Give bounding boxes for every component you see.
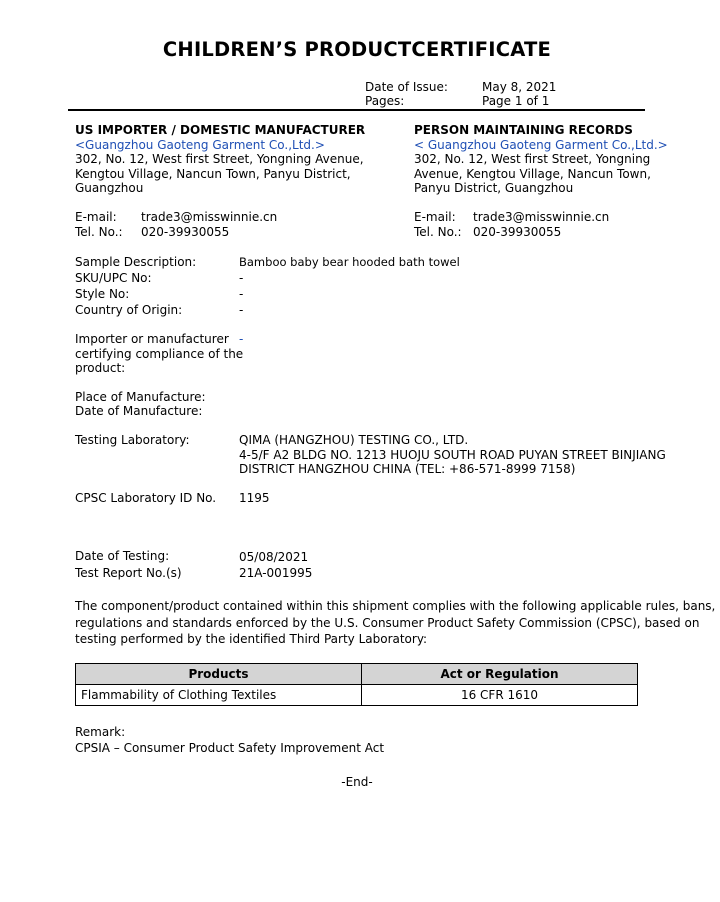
certifier-label-line: certifying compliance of the: [75, 346, 244, 361]
importer-address-line: 302, No. 12, West first Street, Yongning Avenue,: [75, 152, 364, 167]
style-value: -: [239, 287, 244, 301]
records-tel-label: Tel. No.:: [414, 225, 462, 239]
country-of-origin-value: -: [239, 303, 244, 317]
records-address-line: Panyu District, Guangzhou: [414, 181, 574, 196]
cpsc-lab-id-value: 1195: [239, 491, 270, 505]
sku-label: SKU/UPC No:: [75, 271, 152, 285]
place-of-manufacture-label: Place of Manufacture:: [75, 390, 206, 404]
records-email: trade3@misswinnie.cn: [473, 210, 610, 224]
records-tel: 020-39930055: [473, 225, 562, 239]
sample-description-label: Sample Description:: [75, 255, 197, 269]
importer-address-line: Guangzhou: [75, 181, 144, 196]
pages-label: Pages:: [365, 94, 405, 108]
lab-address-line: 4-5/F A2 BLDG NO. 1213 HUOJU SOUTH ROAD PUYAN STREET BINJIANG: [239, 447, 666, 462]
end-marker: -End-: [341, 775, 373, 789]
date-of-issue-label: Date of Issue:: [365, 80, 448, 94]
statement-line: The component/product contained within this shipment complies with the following applicable rules, bans,: [75, 599, 716, 613]
remark-text: CPSIA – Consumer Product Safety Improvement Act: [75, 741, 385, 755]
importer-email-label: E-mail:: [75, 210, 117, 224]
column-header-act: Act or Regulation: [362, 664, 638, 685]
importer-tel-label: Tel. No.:: [75, 225, 123, 239]
importer-block: [75, 123, 365, 196]
importer-email: trade3@misswinnie.cn: [141, 210, 278, 224]
records-email-label: E-mail:: [414, 210, 456, 224]
cpsc-lab-id-label: CPSC Laboratory ID No.: [75, 491, 217, 505]
date-of-manufacture-label: Date of Manufacture:: [75, 404, 203, 418]
testing-laboratory-value: [239, 433, 666, 477]
column-header-products: Products: [76, 664, 362, 685]
test-report-label: Test Report No.(s): [75, 566, 182, 580]
country-of-origin-label: Country of Origin:: [75, 303, 183, 317]
records-address-line: 302, No. 12, West first Street, Yongning: [414, 152, 651, 167]
date-of-testing-label: Date of Testing:: [75, 549, 170, 563]
remark-label: Remark:: [75, 725, 126, 739]
records-heading: PERSON MAINTAINING RECORDS: [414, 123, 633, 137]
certifier-label-line: product:: [75, 361, 126, 376]
records-block: [414, 123, 668, 196]
lab-name: QIMA (HANGZHOU) TESTING CO., LTD.: [239, 433, 469, 447]
statement-line: regulations and standards enforced by the U.S. Consumer Product Safety Commission (CPSC), based on: [75, 615, 700, 630]
importer-company: <Guangzhou Gaoteng Garment Co.,Ltd.>: [75, 137, 325, 152]
date-of-testing-value: 05/08/2021: [239, 550, 309, 564]
table-header-row: [76, 664, 638, 685]
certifier-label-line: Importer or manufacturer: [75, 332, 229, 346]
records-company: < Guangzhou Gaoteng Garment Co.,Ltd.>: [414, 137, 668, 152]
testing-laboratory-label: Testing Laboratory:: [75, 433, 190, 447]
pages-value: Page 1 of 1: [482, 94, 550, 108]
sample-description-value: Bamboo baby bear hooded bath towel: [239, 255, 460, 269]
importer-heading: US IMPORTER / DOMESTIC MANUFACTURER: [75, 123, 366, 137]
document-title: CHILDREN’S PRODUCTCERTIFICATE: [162, 38, 552, 61]
date-of-issue-value: May 8, 2021: [482, 80, 557, 94]
table-cell-product: Flammability of Clothing Textiles: [76, 685, 362, 706]
certifier-label: [75, 332, 243, 376]
style-label: Style No:: [75, 287, 130, 301]
records-address-line: Avenue, Kengtou Village, Nancun Town,: [414, 166, 651, 181]
test-report-value: 21A-001995: [239, 566, 313, 580]
regulations-table: [75, 663, 638, 706]
compliance-statement: [75, 598, 715, 648]
importer-address-line: Kengtou Village, Nancun Town, Panyu District,: [75, 166, 351, 181]
importer-tel: 020-39930055: [141, 225, 230, 239]
table-row: [76, 685, 638, 706]
lab-address-line: DISTRICT HANGZHOU CHINA (TEL: +86-571-8999 7158): [239, 462, 576, 477]
header-divider: [68, 109, 645, 111]
certifier-value: -: [239, 332, 244, 346]
table-cell-regulation: 16 CFR 1610: [362, 685, 638, 706]
sku-value: -: [239, 271, 244, 285]
statement-line: testing performed by the identified Third Party Laboratory:: [75, 632, 428, 646]
